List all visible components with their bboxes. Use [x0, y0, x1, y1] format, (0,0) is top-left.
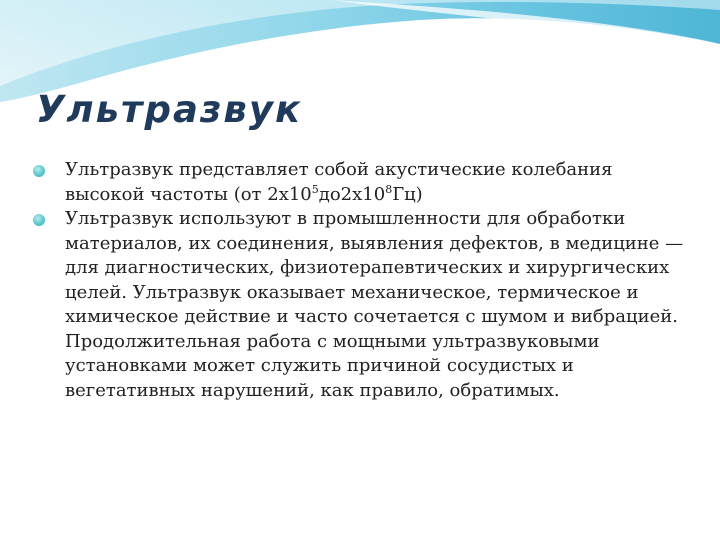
- bullet-item: [30, 207, 690, 403]
- slide-title: Ультразвук: [36, 88, 303, 131]
- bullet-text: до2x10: [318, 183, 386, 205]
- bullet-text: Гц): [392, 183, 423, 205]
- exponent: 5: [311, 182, 319, 196]
- bullet-icon: [33, 214, 45, 226]
- exponent: 8: [385, 182, 393, 196]
- bullet-icon: [33, 165, 45, 177]
- bullet-list: [30, 158, 690, 403]
- bullet-text: Ультразвук используют в промышленности для обработки материалов, их соединения, выявления дефектов, в медицине — для диагностических, физиотерапевтических и хирургических целей. Ультразвук оказывает механическое, термическое и химическое действие и часто сочетается с шумом и вибрацией. Продолжительная работа с мощными ультразвуковыми установками может служить причиной сосудистых и вегетативных нарушений, как правило, обратимых.: [65, 208, 684, 401]
- bullet-item: [30, 158, 690, 207]
- bullet-text: Ультразвук представляет собой акустические колебания высокой частоты (от 2x10: [65, 159, 613, 205]
